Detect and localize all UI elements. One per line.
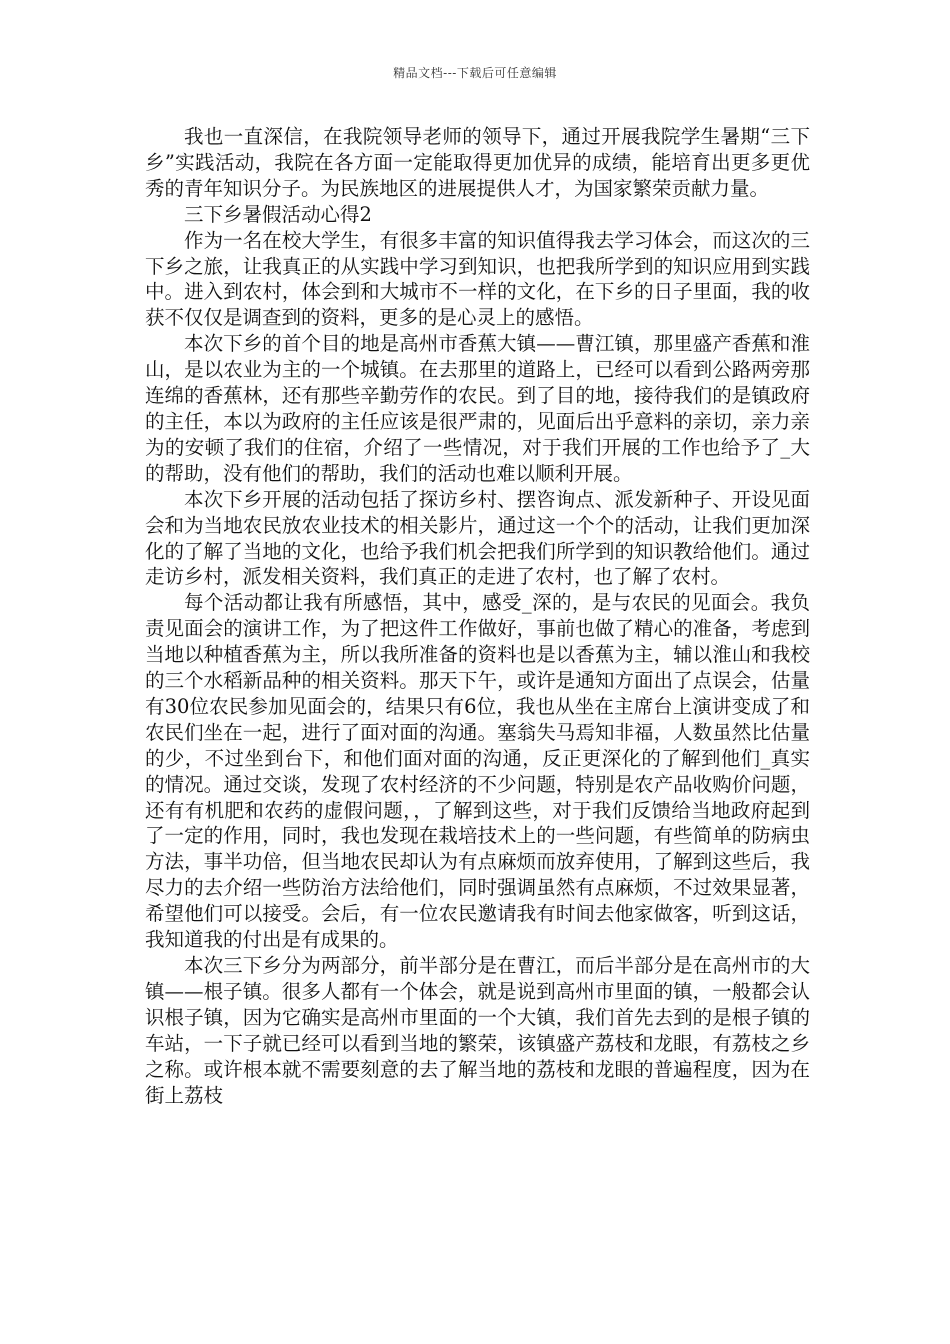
- paragraph-intro: 作为一名在校大学生，有很多丰富的知识值得我去学习体会，而这次的三下乡之旅，让我真正的从实践中学习到知识，也把我所学到的知识应用到实践中。进入到农村，体会到和大城市不一样的文化，在下乡的日子里面，我的收获不仅仅是调查到的资料，更多的是心灵上的感悟。: [145, 228, 810, 330]
- paragraph-meeting: 每个活动都让我有所感悟，其中，感受_深的，是与农民的见面会。我负责见面会的演讲工作，为了把这件工作做好，事前也做了精心的准备，考虑到当地以种植香蕉为主，所以我所准备的资料也是以香蕉为主，辅以淮山和我校的三个水稻新品种的相关资料。那天下午，或许是通知方面出了点误会，估量有30位农民参加见面会的，结果只有6位，我也从坐在主席台上演讲变成了和农民们坐在一起，进行了面对面的沟通。塞翁失马焉知非福，人数虽然比估量的少，不过坐到台下，和他们面对面的沟通，反正更深化的了解到他们_真实的情况。通过交谈，发现了农村经济的不少问题，特别是农产品收购价问题，还有有机肥和农药的虚假问题，，了解到这些，对于我们反馈给当地政府起到了一定的作用，同时，我也发现在栽培技术上的一些问题，有些简单的防病虫方法，事半功倍，但当地农民却认为有点麻烦而放弃使用，了解到这些后，我尽力的去介绍一些防治方法给他们，同时强调虽然有点麻烦，不过效果显著，希望他们可以接受。会后，有一位农民邀请我有时间去他家做客，听到这话，我知道我的付出是有成果的。: [145, 591, 810, 952]
- paragraph-conclusion: 我也一直深信，在我院领导老师的领导下，通过开展我院学生暑期“三下乡”实践活动，我院在各方面一定能取得更加优异的成绩，能培育出更多更优秀的青年知识分子。为民族地区的进展提供人才，为国家繁荣贡献力量。: [145, 125, 810, 200]
- document-body: [145, 124, 810, 1108]
- paragraph-first-destination: 本次下乡的首个目的地是高州市香蕉大镇——曹江镇，那里盛产香蕉和淮山，是以农业为主的一个城镇。在去那里的道路上，已经可以看到公路两旁那连绵的香蕉林，还有那些辛勤劳作的农民。到了目的地，接待我们的是镇政府的主任，本以为政府的主任应该是很严肃的，见面后出乎意料的亲切，亲力亲为的安顿了我们的住宿，介绍了一些情况，对于我们开展的工作也给予了_大的帮助，没有他们的帮助，我们的活动也难以顺利开展。: [145, 332, 810, 485]
- page-header: 精品文档---下载后可任意编辑: [393, 66, 557, 80]
- section-title: 三下乡暑假活动心得2: [184, 202, 372, 226]
- paragraph-activities: 本次下乡开展的活动包括了探访乡村、摆咨询点、派发新种子、开设见面会和为当地农民放农业技术的相关影片，通过这一个个的活动，让我们更加深化的了解了当地的文化，也给予我们机会把我们所学到的知识教给他们。通过走访乡村，派发相关资料，我们真正的走进了农村，也了解了农村。: [145, 487, 810, 589]
- paragraph-second-part: 本次三下乡分为两部分，前半部分是在曹江，而后半部分是在高州市的大镇——根子镇。很多人都有一个体会，就是说到高州市里面的镇，一般都会认识根子镇，因为它确实是高州市里面的一个大镇，我们首先去到的是根子镇的车站，一下子就已经可以看到当地的繁荣，该镇盛产荔枝和龙眼，有荔枝之乡之称。或许根本就不需要刻意的去了解当地的荔枝和龙眼的普遍程度，因为在街上荔枝: [145, 954, 810, 1107]
